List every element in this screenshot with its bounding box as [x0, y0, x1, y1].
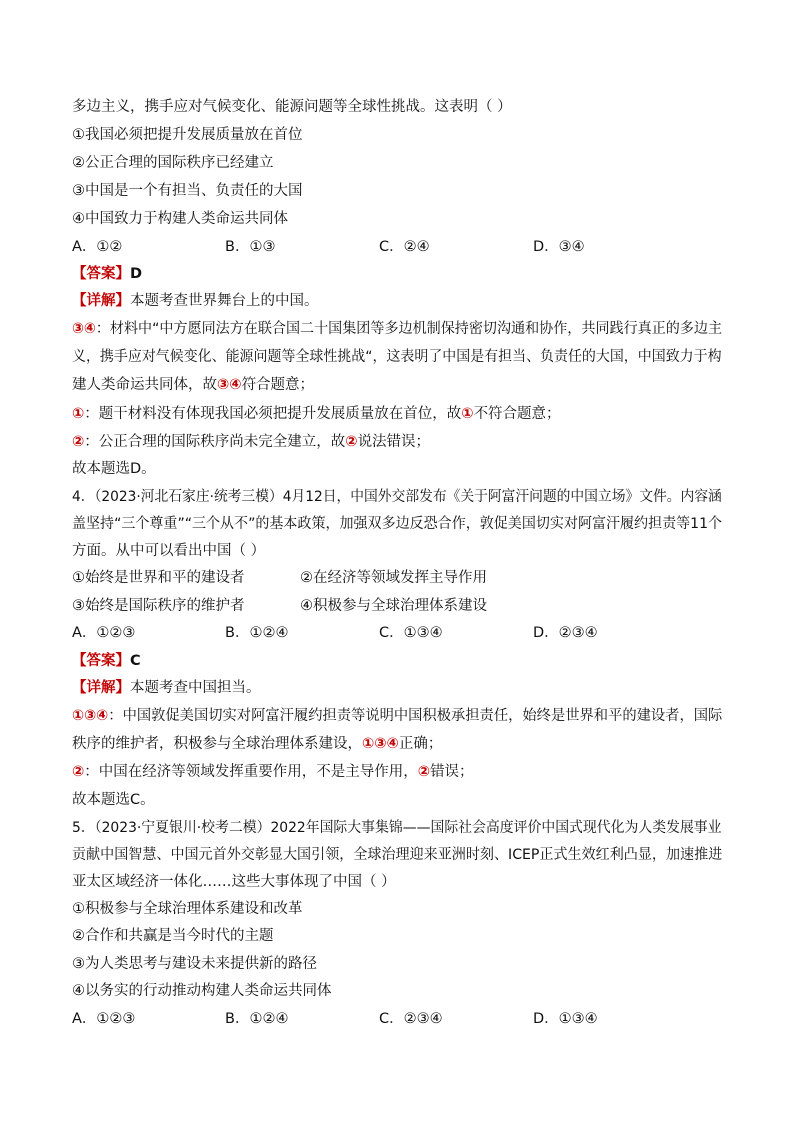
q4-stem-line-3: 方面。从中可以看出中国（ ） — [72, 543, 266, 559]
q3-conclusion: 故本题选D。 — [72, 461, 156, 477]
statement-mark: ①③④ — [72, 708, 109, 724]
explanation-text: ：材料中“中方愿同法方在联合国二十国集团等多边机制保持密切沟通和协作，共同践行真正的多边主 — [95, 321, 723, 337]
answer-value: C — [130, 653, 141, 669]
q5-statement-2: ②合作和共赢是当今时代的主题 — [72, 928, 274, 944]
statement-mark: ①③④ — [362, 736, 399, 752]
answer-label: 【答案】 — [72, 266, 130, 282]
q4-option-b: B．①②④ — [225, 625, 289, 641]
q3-statement-3: ③中国是一个有担当、负责任的大国 — [72, 183, 303, 199]
q4-stem-line-2: 盖坚持“三个尊重”“三个从不”的基本政策，加强双多边反恐合作，敦促美国切实对阿富汗履约担责等11个 — [72, 516, 723, 532]
q5-option-c: C．②③④ — [379, 1011, 443, 1027]
q4-explanation-1-line-1 — [72, 706, 722, 726]
explanation-text: 建人类命运共同体，故 — [72, 377, 217, 393]
statement-mark: ① — [72, 406, 85, 422]
q4-statement-1: ①始终是世界和平的建设者 — [72, 570, 245, 586]
q3-explanation-1-line-3 — [72, 375, 314, 395]
explanation-text: 不符合题意； — [473, 406, 561, 422]
q5-statement-3: ③为人类思考与建设未来提供新的路径 — [72, 956, 317, 972]
explanation-text: 说法错误； — [357, 434, 431, 450]
q3-stem-end: 多边主义，携手应对气候变化、能源问题等全球性挑战。这表明（ ） — [72, 99, 512, 115]
explanation-text: 秩序的维护者，积极参与全球治理体系建设， — [72, 736, 362, 752]
explanation-text: ：公正合理的国际秩序尚未完全建立，故 — [84, 434, 346, 450]
explanation-intro: 本题考查世界舞台上的中国。 — [130, 293, 319, 309]
q4-explanation-2 — [72, 762, 474, 782]
q5-option-a: A．①②③ — [72, 1011, 136, 1027]
statement-mark: ② — [72, 764, 85, 780]
q3-option-c: C．②④ — [379, 239, 430, 255]
q3-statement-2: ②公正合理的国际秩序已经建立 — [72, 155, 274, 171]
q4-answer — [72, 651, 141, 671]
q5-statement-1: ①积极参与全球治理体系建设和改革 — [72, 901, 303, 917]
q3-answer — [72, 264, 142, 284]
explanation-text: ：中国敦促美国切实对阿富汗履约担责等说明中国积极承担责任，始终是世界和平的建设者，国际 — [108, 708, 723, 724]
q4-option-d: D．②③④ — [533, 625, 598, 641]
q4-option-a: A．①②③ — [72, 625, 136, 641]
explanation-text: 错误； — [430, 764, 474, 780]
q5-stem-line-3: 亚太区域经济一体化……这些大事体现了中国（ ） — [72, 874, 396, 890]
q3-explanation-1-line-2: 义，携手应对气候变化、能源问题等全球性挑战“，这表明了中国是有担当、负责任的大国，中国致力于构 — [72, 349, 722, 365]
q3-explanation-3 — [72, 432, 430, 452]
statement-mark: ③④ — [217, 377, 242, 393]
statement-mark: ① — [461, 406, 474, 422]
answer-label: 【答案】 — [72, 653, 130, 669]
answer-value: D — [130, 266, 143, 282]
explanation-text: ：中国在经济等领域发挥重要作用，不是主导作用， — [84, 764, 418, 780]
q4-conclusion: 故本题选C。 — [72, 792, 155, 808]
q5-stem-line-1: 5．（2023·宁夏银川·校考二模）2022年国际大事集锦——国际社会高度评价中国式现代化为人类发展事业 — [72, 820, 722, 836]
statement-mark: ② — [417, 764, 431, 780]
q3-statement-1: ①我国必须把提升发展质量放在首位 — [72, 127, 303, 143]
explanation-intro: 本题考查中国担当。 — [130, 680, 261, 696]
explanation-text: ：题干材料没有体现我国必须把提升发展质量放在首位，故 — [84, 406, 462, 422]
q3-explanation-1-line-1 — [72, 319, 722, 339]
explanation-text: 符合题意； — [241, 377, 315, 393]
q5-stem-line-2: 贡献中国智慧、中国元首外交彰显大国引领，全球治理迎来亚洲时刻、ICEP正式生效红利凸显，加速推进 — [72, 847, 723, 863]
q4-statement-3: ③始终是国际秩序的维护者 — [72, 598, 245, 614]
q3-explanation-2 — [72, 404, 561, 424]
q3-option-d: D．③④ — [533, 239, 585, 255]
q5-statement-4: ④以务实的行动推动构建人类命运共同体 — [72, 983, 332, 999]
explanation-text: 正确； — [398, 736, 443, 752]
explanation-label: 【详解】 — [72, 680, 130, 696]
q4-stem-line-1: 4．（2023·河北石家庄·统考三模）4月12日，中国外交部发布《关于阿富汗问题的中国立场》文件。内容涵 — [72, 489, 722, 505]
q3-option-a: A．①② — [72, 239, 123, 255]
q3-explanation-intro — [72, 291, 319, 311]
q4-option-c: C．①③④ — [379, 625, 443, 641]
q3-option-b: B．①③ — [225, 239, 276, 255]
q4-statement-4: ④积极参与全球治理体系建设 — [300, 598, 487, 614]
explanation-label: 【详解】 — [72, 293, 130, 309]
q5-option-b: B．①②④ — [225, 1011, 289, 1027]
statement-mark: ② — [345, 434, 358, 450]
statement-mark: ③④ — [72, 321, 96, 337]
q5-option-d: D．①③④ — [533, 1011, 598, 1027]
q3-statement-4: ④中国致力于构建人类命运共同体 — [72, 211, 288, 227]
q4-explanation-intro — [72, 678, 261, 698]
q4-explanation-1-line-2 — [72, 734, 442, 754]
statement-mark: ② — [72, 434, 85, 450]
q4-statement-2: ②在经济等领域发挥主导作用 — [300, 570, 487, 586]
